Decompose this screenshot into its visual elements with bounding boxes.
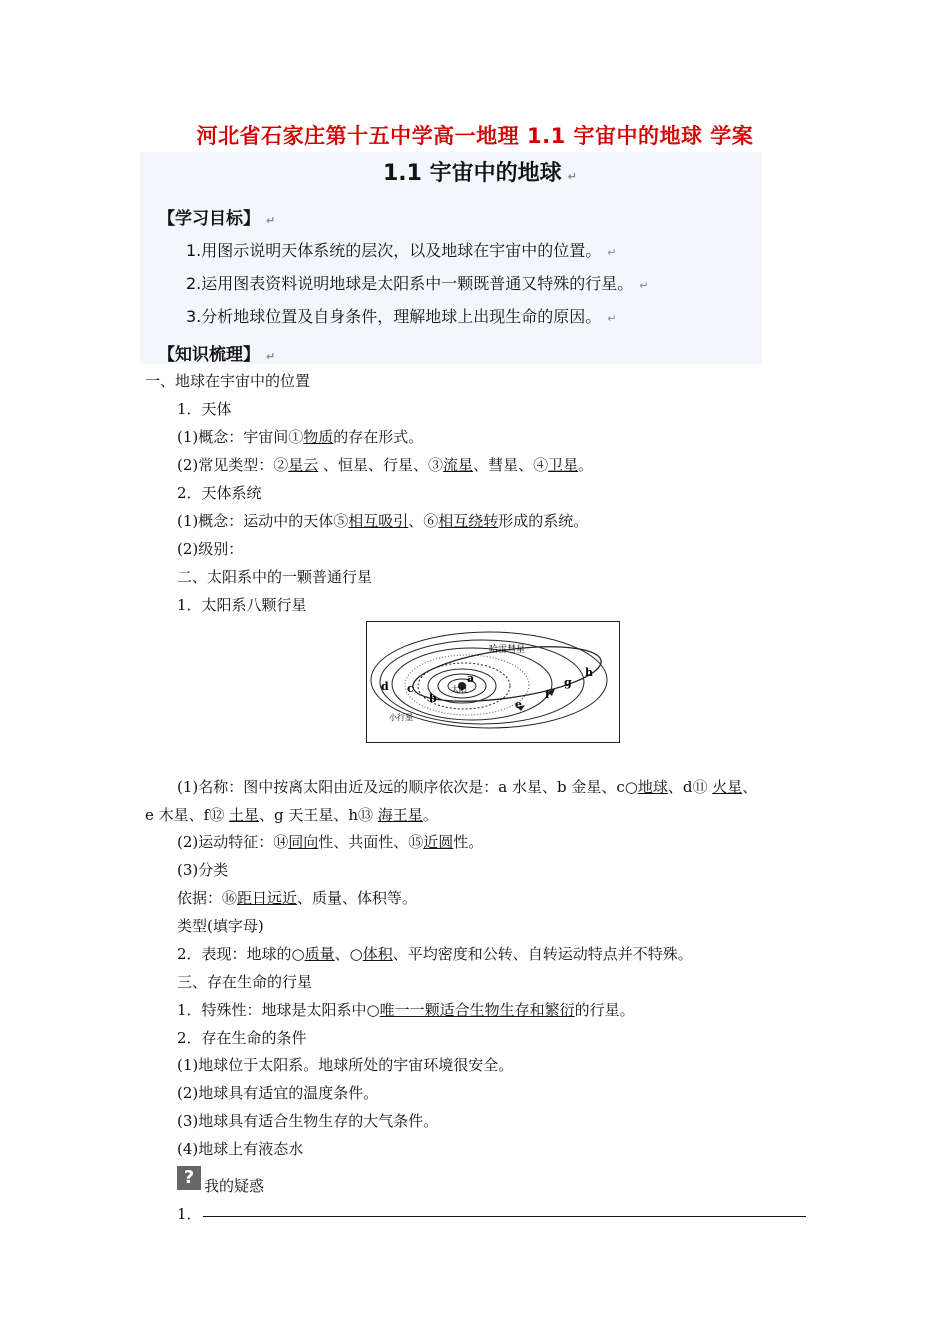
asteroid-label: 小行星 (389, 713, 413, 722)
goal-3: 3.分析地球位置及自身条件，理解地球上出现生命的原因。 ↵ (186, 307, 617, 326)
performance-line: 2．表现：地球的○质量、○体积、平均密度和公转、自转运动特点并不特殊。 (177, 945, 693, 963)
sun-label: 太阳 (451, 685, 467, 694)
section1-heading: 一、地球在宇宙中的位置 (145, 372, 311, 390)
solar-system-diagram (366, 621, 620, 743)
condition-2: (2)地球具有适宜的温度条件。 (177, 1084, 379, 1102)
system-concept-line: (1)概念：运动中的天体⑤相互吸引、⑥相互绕转形成的系统。 (177, 512, 589, 530)
goal-2: 2.运用图表资料说明地球是太阳系中一颗既普通又特殊的行星。 ↵ (186, 274, 649, 293)
orbits-illustration (367, 622, 619, 742)
lesson-title: 1.1 宇宙中的地球 ↵ (383, 161, 577, 186)
planet-label-g: g (564, 676, 572, 689)
condition-1: (1)地球位于太阳系。地球所处的宇宙环境很安全。 (177, 1056, 514, 1074)
planet-label-f: f (545, 688, 550, 701)
classification-title: (3)分类 (177, 861, 229, 879)
planets-title: 1．太阳系八颗行星 (177, 596, 307, 614)
comet-label: 哈雷彗星 (489, 645, 526, 655)
levels-line: (2)级别： (177, 540, 244, 558)
question-icon: ? (177, 1166, 201, 1190)
section2-heading: 二、太阳系中的一颗普通行星 (177, 568, 373, 586)
conditions-title: 2．存在生命的条件 (177, 1029, 307, 1047)
planet-label-d: d (381, 680, 389, 693)
planet-names-line2: e 木星、f⑫ 土星、g 天王星、h⑬ 海王星。 (145, 806, 438, 824)
doubt-label: 我的疑惑 (204, 1177, 265, 1195)
concept-line: (1)概念：宇宙间①物质的存在形式。 (177, 428, 424, 446)
planet-names-line1: (1)名称：图中按离太阳由近及远的顺序依次是：a 水星、b 金星、c○地球、d⑪ 火星、 (177, 778, 758, 796)
answer-blank-line[interactable] (203, 1216, 806, 1217)
condition-3: (3)地球具有适合生物生存的大气条件。 (177, 1112, 439, 1130)
planet-label-a: a (467, 672, 475, 685)
knowledge-heading: 【知识梳理】 ↵ (158, 345, 276, 365)
section3-heading: 三、存在生命的行星 (177, 973, 313, 991)
condition-4: (4)地球上有液态水 (177, 1140, 304, 1158)
type-line: 类型(填字母) (177, 917, 264, 935)
types-line: (2)常见类型：②星云 、恒星、行星、③流星、彗星、④卫星。 (177, 456, 594, 474)
celestial-body-title: 1．天体 (177, 400, 232, 418)
planet-label-e: e (515, 698, 522, 711)
system-title: 2．天体系统 (177, 484, 262, 502)
planet-label-b: b (429, 692, 437, 705)
motion-line: (2)运动特征：⑭同向性、共面性、⑮近圆性。 (177, 833, 484, 851)
planet-label-c: c (407, 682, 414, 695)
goal-1: 1.用图示说明天体系统的层次，以及地球在宇宙中的位置。 ↵ (186, 241, 617, 260)
planet-label-h: h (585, 666, 593, 679)
goals-heading: 【学习目标】 ↵ (158, 209, 276, 229)
doubt-item-number: 1． (177, 1205, 202, 1223)
document-title: 河北省石家庄第十五中学高一地理 1.1 宇宙中的地球 学案 (196, 124, 754, 148)
basis-line: 依据：⑯距日远近、质量、体积等。 (177, 889, 418, 907)
special-line: 1．特殊性：地球是太阳系中○唯一一颗适合生物生存和繁衍的行星。 (177, 1001, 635, 1019)
